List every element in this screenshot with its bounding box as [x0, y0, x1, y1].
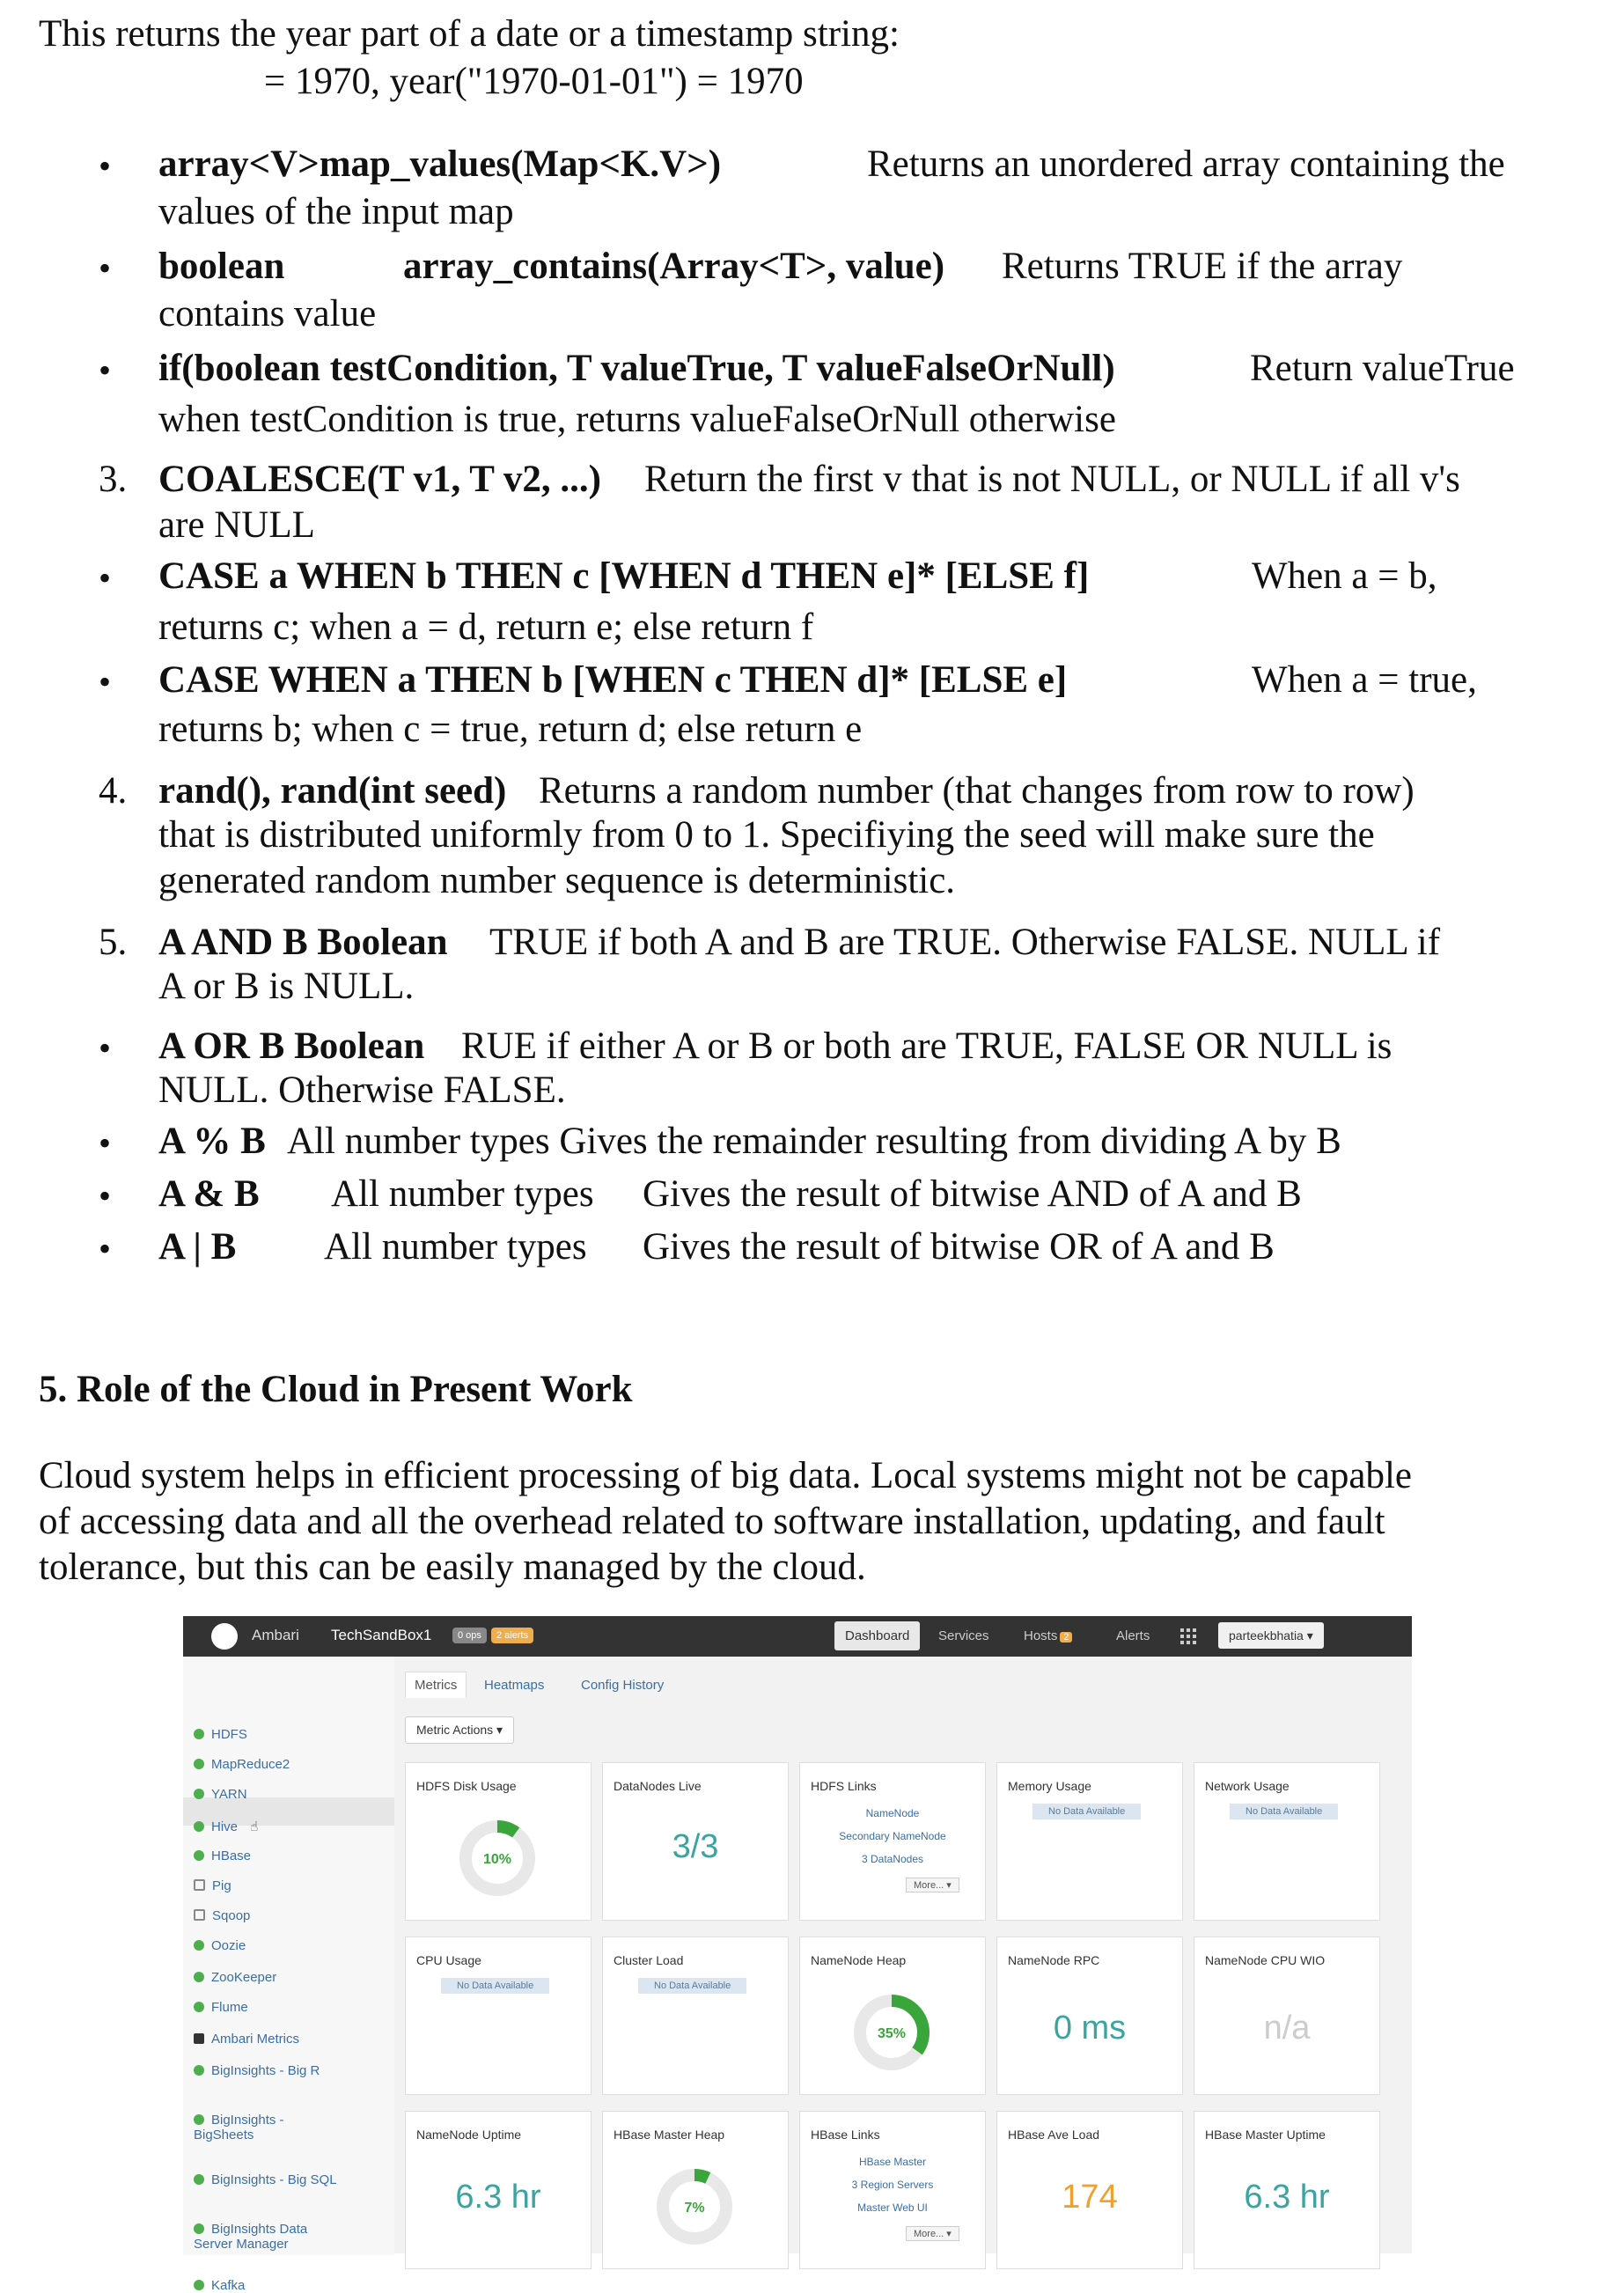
bullet: •: [99, 248, 112, 288]
metric-actions-dropdown[interactable]: Metric Actions ▾: [405, 1716, 514, 1744]
card-datanodes-live[interactable]: [602, 1762, 789, 1921]
status-ok-icon: [194, 2174, 204, 2185]
card-title: HBase Links: [811, 2128, 880, 2142]
sidebar-item-hdfs[interactable]: HDFS: [194, 1727, 247, 1742]
status-ok-icon: [194, 1729, 204, 1739]
card-memory-usage[interactable]: [996, 1762, 1183, 1921]
case-when-desc: When a = true,: [1252, 659, 1477, 701]
nav-services[interactable]: Services: [938, 1628, 989, 1643]
card-cluster-load[interactable]: [602, 1937, 789, 2095]
and-desc-cont: A or B is NULL.: [158, 966, 415, 1007]
nav-hosts-label: Hosts: [1024, 1628, 1058, 1643]
nav-hosts[interactable]: [1024, 1628, 1072, 1643]
bitand-desc: Gives the result of bitwise AND of A and B: [643, 1173, 1302, 1215]
card-title: HDFS Disk Usage: [416, 1779, 517, 1793]
card-value: 0 ms: [1053, 2010, 1127, 2047]
hand-cursor-icon: ☝: [250, 1819, 259, 1834]
tab-heatmaps[interactable]: Heatmaps: [484, 1678, 545, 1693]
status-ok-icon: [194, 1850, 204, 1861]
card-hbase-links[interactable]: [799, 2111, 986, 2269]
datanodes-link[interactable]: 3 DataNodes: [861, 1853, 924, 1865]
or-signature: A OR B Boolean: [158, 1025, 425, 1067]
status-ok-icon: [194, 1972, 204, 1982]
cluster-name[interactable]: TechSandBox1: [331, 1627, 432, 1643]
sidebar-item-bigsheets[interactable]: BigInsights - BigSheets: [194, 2113, 284, 2142]
no-data-badge: No Data Available: [441, 1978, 549, 1994]
card-title: Network Usage: [1205, 1779, 1290, 1793]
sidebar-item-flume[interactable]: Flume: [194, 2000, 248, 2015]
status-ok-icon: [194, 1940, 204, 1951]
namenode-link[interactable]: NameNode: [865, 1807, 920, 1819]
array-contains-desc-cont: contains value: [158, 293, 377, 334]
top-navbar: [183, 1616, 1412, 1657]
or-desc: RUE if either A or B or both are TRUE, FALSE OR NULL is: [461, 1025, 1393, 1067]
array-contains-signature: array_contains(Array<T>, value): [403, 246, 945, 287]
paragraph-line: tolerance, but this can be easily managed by the cloud.: [39, 1547, 866, 1588]
or-desc-cont: NULL. Otherwise FALSE.: [158, 1069, 566, 1111]
boolean-type: boolean: [158, 246, 285, 287]
client-icon: [194, 1879, 205, 1891]
coalesce-signature: COALESCE(T v1, T v2, ...): [158, 459, 601, 500]
card-hbase-master-heap[interactable]: [602, 2111, 789, 2269]
status-ok-icon: [194, 2002, 204, 2012]
map-values-desc-cont: values of the input map: [158, 191, 514, 232]
and-desc: TRUE if both A and B are TRUE. Otherwise FALSE. NULL if: [489, 922, 1441, 963]
nav-dashboard[interactable]: Dashboard: [834, 1621, 920, 1650]
sidebar-item-hbase[interactable]: HBase: [194, 1848, 251, 1863]
card-value: n/a: [1263, 2010, 1311, 2047]
sidebar-item-pig[interactable]: Pig: [194, 1878, 231, 1893]
map-values-desc: Returns an unordered array containing the: [867, 143, 1505, 185]
case-desc: When a = b,: [1252, 555, 1437, 597]
bullet: •: [99, 1028, 112, 1068]
paragraph-line: Cloud system helps in efficient processing of big data. Local systems might not be capable: [39, 1455, 1413, 1496]
user-menu-button[interactable]: parteekbhatia ▾: [1218, 1622, 1324, 1649]
intro-line: This returns the year part of a date or a timestamp string:: [39, 13, 900, 55]
card-title: HBase Master Heap: [614, 2128, 725, 2142]
rand-signature: rand(), rand(int seed): [158, 770, 507, 812]
card-title: HBase Ave Load: [1008, 2128, 1100, 2142]
sidebar-item-kafka[interactable]: Kafka: [194, 2278, 245, 2293]
card-cpu-usage[interactable]: [405, 1937, 592, 2095]
card-title: NameNode CPU WIO: [1205, 1953, 1326, 1967]
card-hbase-master-uptime[interactable]: [1194, 2111, 1380, 2269]
card-hbase-ave-load[interactable]: [996, 2111, 1183, 2269]
donut-label: 35%: [877, 2026, 907, 2041]
case-when-signature: CASE WHEN a THEN b [WHEN c THEN d]* [ELSE e]: [158, 659, 1068, 701]
sidebar-item-mapreduce2[interactable]: MapReduce2: [194, 1757, 290, 1772]
sidebar-item-oozie[interactable]: Oozie: [194, 1938, 246, 1953]
status-ok-icon: [194, 2114, 204, 2125]
card-value: 6.3 hr: [1244, 2179, 1330, 2216]
modulo-signature: A % B: [158, 1121, 266, 1162]
item-number: 5.: [99, 922, 128, 963]
case-when-desc-cont: returns b; when c = true, return d; else return e: [158, 709, 863, 750]
master-web-ui-link[interactable]: Master Web UI: [857, 2201, 928, 2214]
sidebar-item-big-sql[interactable]: BigInsights - Big SQL: [194, 2172, 337, 2187]
card-namenode-rpc[interactable]: [996, 1937, 1183, 2095]
coalesce-desc: Return the first v that is not NULL, or NULL if all v's: [644, 459, 1460, 500]
service-sidebar: [183, 1657, 394, 2293]
bullet: •: [99, 558, 112, 598]
card-namenode-uptime[interactable]: [405, 2111, 592, 2269]
and-signature: A AND B Boolean: [158, 922, 448, 963]
array-contains-desc: Returns TRUE if the array: [1002, 246, 1403, 287]
bitand-types: All number types: [331, 1173, 594, 1215]
bullet: •: [99, 1229, 112, 1268]
card-title: Memory Usage: [1008, 1779, 1091, 1793]
case-signature: CASE a WHEN b THEN c [WHEN d THEN e]* [ELSE f]: [158, 555, 1090, 597]
year-example: = 1970, year("1970-01-01") = 1970: [264, 61, 804, 102]
bitor-types: All number types: [324, 1226, 587, 1268]
if-signature: if(boolean testCondition, T valueTrue, T valueFalseOrNull): [158, 348, 1115, 389]
card-value: 3/3: [672, 1828, 719, 1865]
nav-alerts[interactable]: Alerts: [1116, 1628, 1150, 1643]
sidebar-item-hive[interactable]: Hive ☝: [194, 1819, 258, 1834]
status-ok-icon: [194, 2223, 204, 2234]
card-hdfs-disk-usage[interactable]: [405, 1762, 592, 1921]
status-ok-icon: [194, 1759, 204, 1769]
hosts-count-badge: 2: [1060, 1632, 1072, 1643]
more-dropdown[interactable]: More... ▾: [906, 2226, 959, 2241]
card-hdfs-links[interactable]: [799, 1762, 986, 1921]
tab-metrics[interactable]: Metrics: [405, 1672, 467, 1698]
sidebar-item-ambari-metrics[interactable]: Ambari Metrics: [194, 2032, 299, 2047]
rand-desc: Returns a random number (that changes from row to row): [539, 770, 1415, 812]
bitor-signature: A | B: [158, 1226, 237, 1268]
card-title: NameNode RPC: [1008, 1953, 1100, 1967]
ops-badge[interactable]: 0 ops: [452, 1628, 487, 1643]
no-data-badge: No Data Available: [1230, 1804, 1338, 1819]
bullet: •: [99, 146, 112, 186]
bullet: •: [99, 1123, 112, 1163]
rand-desc-cont2: generated random number sequence is deterministic.: [158, 860, 956, 901]
donut-label: 7%: [684, 2201, 705, 2216]
ambari-logo-icon: [211, 1623, 238, 1650]
secondary-namenode-link[interactable]: Secondary NameNode: [839, 1830, 946, 1842]
sidebar-item-sqoop[interactable]: Sqoop: [194, 1908, 250, 1923]
card-network-usage[interactable]: [1194, 1762, 1380, 1921]
case-desc-cont: returns c; when a = d, return e; else return f: [158, 606, 814, 648]
hbase-master-link[interactable]: HBase Master: [858, 2156, 927, 2168]
paragraph-line: of accessing data and all the overhead related to software installation, updating, and fault: [39, 1501, 1385, 1542]
card-title: NameNode Heap: [811, 1953, 907, 1967]
card-value: 6.3 hr: [455, 2179, 541, 2216]
coalesce-desc-cont: are NULL: [158, 504, 315, 546]
card-title: DataNodes Live: [614, 1779, 702, 1793]
item-number: 4.: [99, 770, 128, 812]
client-icon: [194, 1909, 205, 1921]
donut-chart: [650, 2163, 739, 2251]
status-ok-icon: [194, 1821, 204, 1832]
section-heading: 5. Role of the Cloud in Present Work: [39, 1369, 633, 1410]
sidebar-item-zookeeper[interactable]: ZooKeeper: [194, 1970, 276, 1985]
sidebar-item-data-server[interactable]: BigInsights Data Server Manager: [194, 2222, 308, 2252]
status-ok-icon: [194, 2280, 204, 2290]
card-value: 174: [1062, 2179, 1118, 2216]
card-title: NameNode Uptime: [416, 2128, 522, 2142]
sidebar-item-big-r[interactable]: BigInsights - Big R: [194, 2063, 320, 2078]
bullet: •: [99, 1176, 112, 1216]
ambari-dashboard-screenshot: [183, 1616, 1412, 2293]
alerts-badge[interactable]: 2 alerts: [491, 1628, 533, 1643]
sidebar-item-yarn[interactable]: YARN: [194, 1787, 247, 1802]
card-namenode-heap[interactable]: [799, 1937, 986, 2095]
status-ok-icon: [194, 1789, 204, 1799]
bitor-desc: Gives the result of bitwise OR of A and B: [643, 1226, 1275, 1268]
donut-chart: [453, 1814, 541, 1902]
bullet: •: [99, 350, 112, 390]
donut-label: 10%: [482, 1852, 512, 1867]
bitand-signature: A & B: [158, 1173, 260, 1215]
card-title: CPU Usage: [416, 1953, 481, 1967]
grid-menu-icon[interactable]: [1180, 1628, 1196, 1644]
tab-config-history[interactable]: Config History: [581, 1678, 665, 1693]
rand-desc-cont: that is distributed uniformly from 0 to 1. Specifiying the seed will make sure the: [158, 814, 1375, 856]
card-title: Cluster Load: [614, 1953, 684, 1967]
region-servers-link[interactable]: 3 Region Servers: [851, 2179, 934, 2191]
card-namenode-cpu-wio[interactable]: [1194, 1937, 1380, 2095]
more-dropdown[interactable]: More... ▾: [906, 1878, 959, 1892]
brand-name[interactable]: Ambari: [252, 1627, 299, 1643]
if-desc: Return valueTrue: [1250, 348, 1515, 389]
lock-icon: [194, 2033, 204, 2044]
card-title: HBase Master Uptime: [1205, 2128, 1326, 2142]
map-values-signature: array<V>map_values(Map<K.V>): [158, 143, 722, 185]
no-data-badge: No Data Available: [638, 1978, 746, 1994]
card-title: HDFS Links: [811, 1779, 877, 1793]
donut-chart: [848, 1988, 936, 2076]
if-desc-cont: when testCondition is true, returns valueFalseOrNull otherwise: [158, 399, 1116, 440]
no-data-badge: No Data Available: [1032, 1804, 1141, 1819]
item-number: 3.: [99, 459, 128, 500]
status-ok-icon: [194, 2065, 204, 2076]
modulo-desc: All number types Gives the remainder resulting from dividing A by B: [287, 1121, 1341, 1162]
bullet: •: [99, 662, 112, 702]
